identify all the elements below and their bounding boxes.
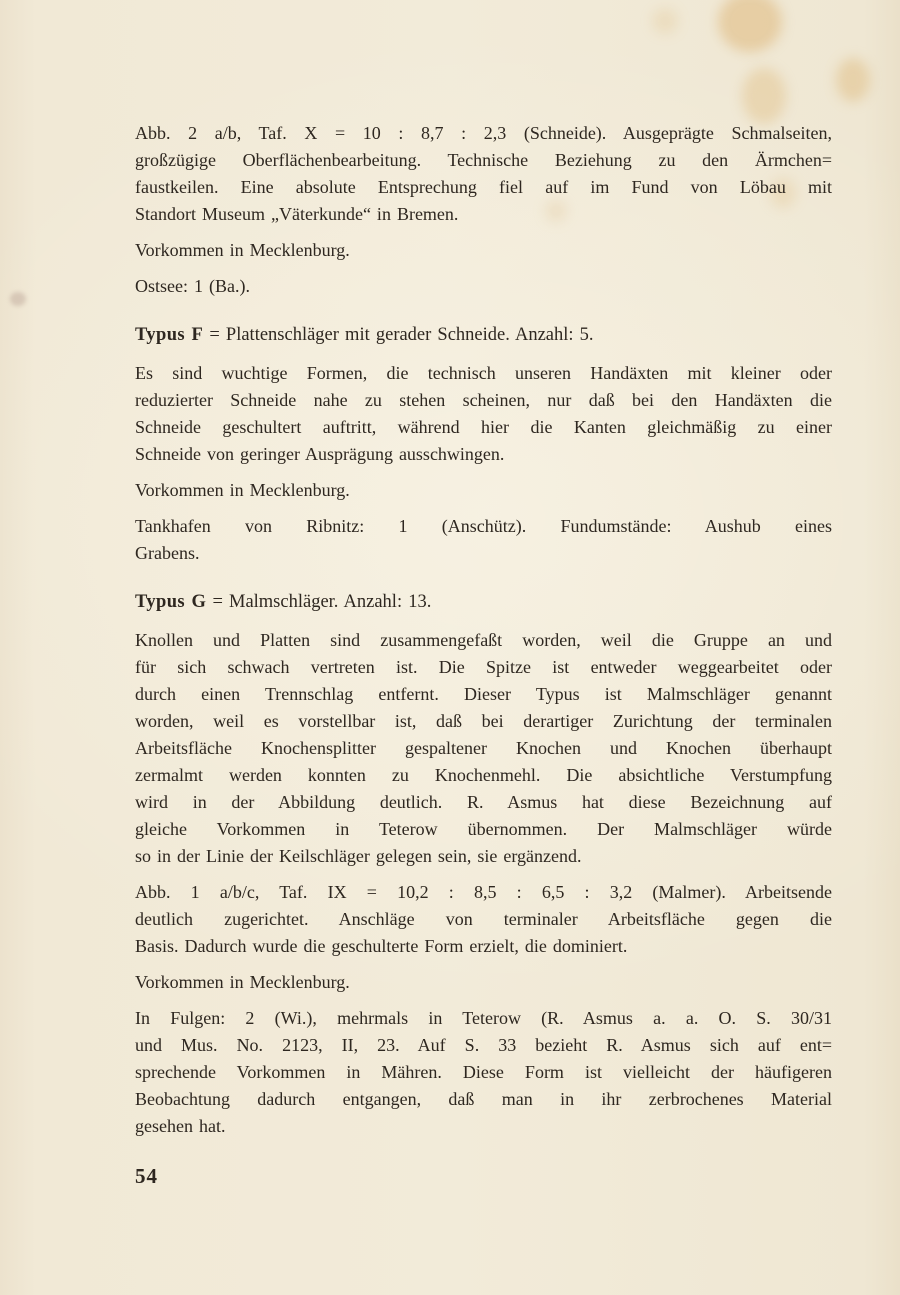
heading-rest: = Plattenschläger mit gerader Schneide. Anzahl: 5. [203,325,594,345]
page-content [135,120,832,1189]
text-line: gleiche Vorkommen in Teterow übernommen. Der Malmschläger würde [135,819,832,839]
paragraph [135,273,832,300]
text-line: Knollen und Platten sind zusammengefaßt worden, weil die Gruppe an und [135,630,832,650]
paragraph [135,360,832,468]
text-line: reduzierter Schneide nahe zu stehen scheinen, nur daß bei den Handäxten die [135,390,832,410]
heading-rest: = Malmschläger. Anzahl: 13. [206,592,432,612]
text-line: Abb. 2 a/b, Taf. X = 10 : 8,7 : 2,3 (Schneide). Ausgeprägte Schmalseiten, [135,123,832,143]
text-line: Arbeitsfläche Knochensplitter gespaltener Knochen und Knochen überhaupt [135,738,832,758]
text-line: deutlich zugerichtet. Anschläge von terminaler Arbeitsfläche gegen die [135,909,832,929]
text-line: großzügige Oberflächenbearbeitung. Technische Beziehung zu den Ärmchen= [135,150,832,170]
paragraph [135,237,832,264]
text-line: In Fulgen: 2 (Wi.), mehrmals in Teterow (R. Asmus a. a. O. S. 30/31 [135,1008,832,1028]
heading-lead: Typus F [135,325,204,345]
section-heading [135,322,832,349]
text-line: faustkeilen. Eine absolute Entsprechung fiel auf im Fund von Löbau mit [135,177,832,197]
paragraph [135,879,832,960]
text-line: Beobachtung dadurch entgangen, daß man in ihr zerbrochenes Material [135,1089,832,1109]
text-blocks [135,120,832,1140]
foxing-stain [836,58,870,102]
paragraph [135,969,832,996]
text-line: und Mus. No. 2123, II, 23. Auf S. 33 bezieht R. Asmus sich auf ent= [135,1035,832,1055]
text-line: Schneide von geringer Ausprägung ausschwingen. [135,444,505,464]
text-line: Ostsee: 1 (Ba.). [135,276,250,296]
text-line: Tankhafen von Ribnitz: 1 (Anschütz). Fundumstände: Aushub eines [135,516,832,536]
text-line: für sich schwach vertreten ist. Die Spitze ist entweder weggearbeitet oder [135,657,832,677]
text-line: gesehen hat. [135,1116,226,1136]
foxing-stain [652,8,678,34]
text-line: durch einen Trennschlag entfernt. Dieser Typus ist Malmschläger genannt [135,684,832,704]
text-line: Basis. Dadurch wurde die geschulterte Form erzielt, die dominiert. [135,936,628,956]
paragraph [135,513,832,567]
text-line: so in der Linie der Keilschläger gelegen sein, sie ergänzend. [135,846,582,866]
section-heading [135,589,832,616]
text-line: Grabens. [135,543,200,563]
paragraph [135,1005,832,1140]
text-line: Vorkommen in Mecklenburg. [135,480,350,500]
paragraph [135,477,832,504]
text-line: Abb. 1 a/b/c, Taf. IX = 10,2 : 8,5 : 6,5 : 3,2 (Malmer). Arbeitsende [135,882,832,902]
page-number: 54 [135,1164,158,1188]
text-line: Standort Museum „Väterkunde“ in Bremen. [135,204,459,224]
text-line: zermalmt werden konnten zu Knochenmehl. Die absichtliche Verstumpfung [135,765,832,785]
text-line: Vorkommen in Mecklenburg. [135,972,350,992]
heading-lead: Typus G [135,592,207,612]
text-line: sprechende Vorkommen in Mähren. Diese Form ist vielleicht der häufigeren [135,1062,832,1082]
text-line: wird in der Abbildung deutlich. R. Asmus hat diese Bezeichnung auf [135,792,832,812]
text-line: worden, weil es vorstellbar ist, daß bei derartiger Zurichtung der terminalen [135,711,832,731]
foxing-stain [718,0,782,52]
text-line: Vorkommen in Mecklenburg. [135,240,350,260]
foxing-stain [742,68,786,124]
pencil-mark [10,292,26,306]
text-line: Schneide geschultert auftritt, während hier die Kanten gleichmäßig zu einer [135,417,832,437]
paragraph [135,627,832,870]
text-line: Es sind wuchtige Formen, die technisch unseren Handäxten mit kleiner oder [135,363,832,383]
paragraph [135,120,832,228]
